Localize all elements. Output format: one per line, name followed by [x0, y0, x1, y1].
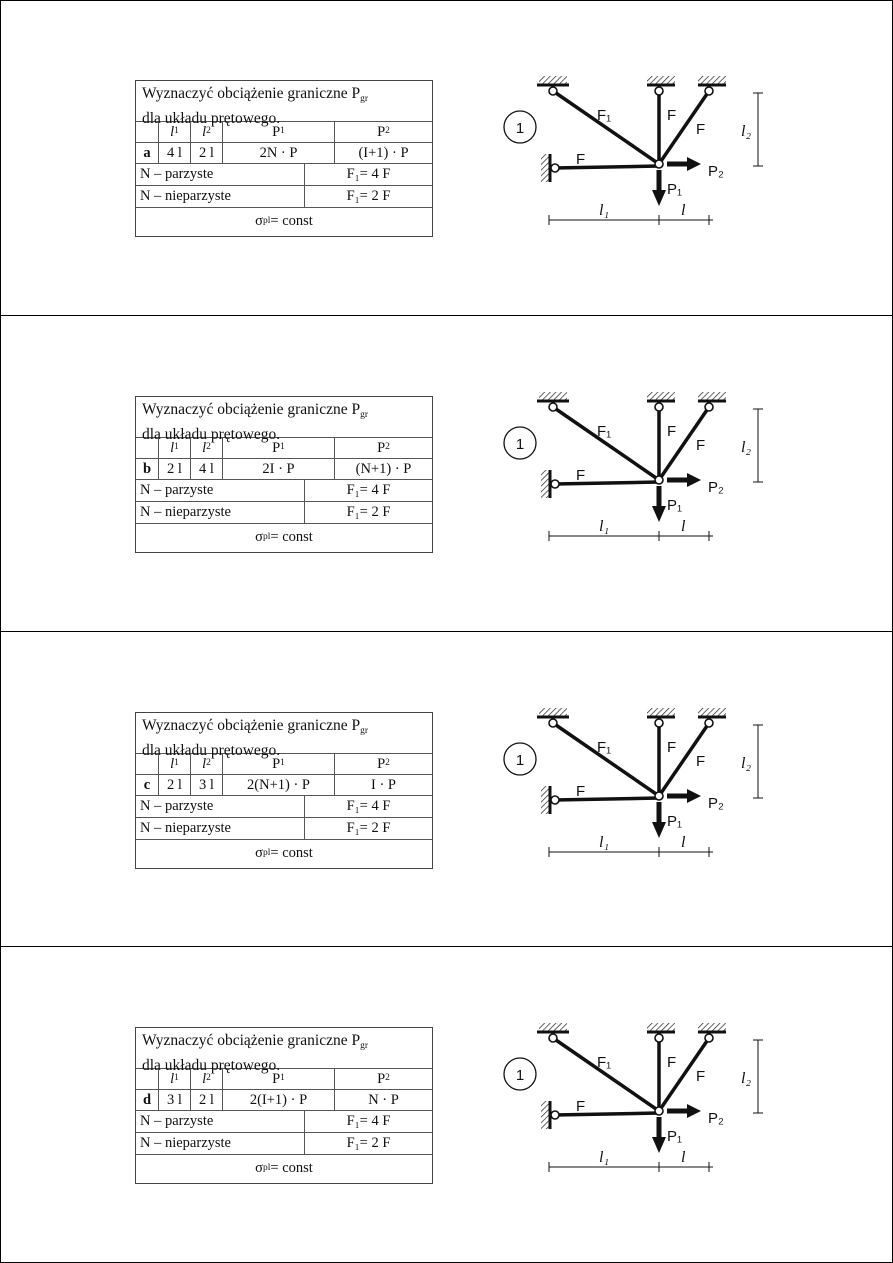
- hinge: [551, 480, 559, 488]
- l1-value: 4 l: [158, 143, 190, 163]
- hinge: [551, 1111, 559, 1119]
- odd-label: N – nieparzyste: [140, 1135, 231, 1152]
- label-f-inclined: F: [696, 753, 706, 770]
- header-p2: P 2: [334, 122, 432, 142]
- label-p1: P₁: [667, 181, 683, 198]
- load-p2-arrowhead: [687, 789, 701, 803]
- hinge: [655, 1034, 663, 1042]
- scheme-number: 1: [515, 436, 525, 453]
- label-dim-l1: l₁: [599, 518, 610, 535]
- odd-value: F₁= 2 F: [304, 1133, 432, 1154]
- label-f-inclined: F: [696, 121, 706, 138]
- header-l2: l 2: [190, 122, 222, 142]
- header-l1: l 1: [158, 1069, 190, 1089]
- load-p1-arrowhead: [652, 190, 666, 206]
- support-hatch: [698, 708, 726, 716]
- support-hatch: [698, 392, 726, 400]
- header-empty-cell: [136, 122, 158, 142]
- support-hatch: [539, 708, 567, 716]
- l2-value: 2 l: [190, 143, 222, 163]
- header-p2: P 2: [334, 1069, 432, 1089]
- label-p1: P₁: [667, 813, 683, 830]
- support-hatch: [541, 154, 549, 182]
- table-values-row: [136, 143, 432, 164]
- support-hatch: [539, 76, 567, 84]
- header-p1: P 1: [222, 122, 334, 142]
- hinge: [705, 719, 713, 727]
- hinge: [549, 719, 557, 727]
- problem-panel: [1, 632, 892, 947]
- bar-f-horizontal: [554, 482, 659, 484]
- variant-letter: a: [143, 144, 151, 161]
- header-l2: l 2: [190, 438, 222, 458]
- odd-row: [136, 818, 432, 840]
- label-dim-l2: l₂: [741, 1070, 752, 1087]
- sigma-condition: σ pl = const: [255, 845, 313, 862]
- support-hatch: [541, 786, 549, 814]
- header-p1: P 1: [222, 754, 334, 774]
- l2-value: 2 l: [190, 1090, 222, 1110]
- even-row: [136, 164, 432, 186]
- table-title: Wyznaczyć obciążenie graniczne $P_{gr}$ dla układu prętowego.: [142, 1032, 369, 1074]
- sigma-row: [136, 524, 432, 551]
- load-p2-arrowhead: [687, 473, 701, 487]
- even-value: F₁= 4 F: [304, 1111, 432, 1132]
- odd-row: [136, 502, 432, 524]
- truss-diagram: [481, 1007, 781, 1187]
- p2-value: (N+1) · P: [334, 459, 432, 479]
- odd-value: F₁= 2 F: [304, 502, 432, 523]
- load-p1-arrowhead: [652, 822, 666, 838]
- p2-value: N · P: [334, 1090, 432, 1110]
- hinge: [655, 87, 663, 95]
- even-label: N – parzyste: [140, 482, 214, 499]
- problem-table: [135, 712, 433, 869]
- even-value: F₁= 4 F: [304, 796, 432, 817]
- hinge: [705, 1034, 713, 1042]
- p2-value: I · P: [334, 775, 432, 795]
- label-f1: F₁: [597, 107, 612, 124]
- table-header-row: [136, 122, 432, 143]
- odd-row: [136, 1133, 432, 1155]
- table-title-row: [136, 1028, 432, 1074]
- hinge: [549, 403, 557, 411]
- support-hatch: [698, 1023, 726, 1031]
- scheme-number: 1: [515, 1067, 525, 1084]
- load-p1-arrowhead: [652, 1137, 666, 1153]
- label-f-inclined: F: [696, 437, 706, 454]
- p1-value: 2I · P: [222, 459, 334, 479]
- label-p2: P₂: [708, 163, 724, 180]
- label-dim-l: l: [681, 834, 686, 851]
- support-hatch: [647, 76, 675, 84]
- header-l1: l 1: [158, 122, 190, 142]
- label-f-horizontal: F: [576, 783, 586, 800]
- support-hatch: [541, 470, 549, 498]
- problem-panel: [1, 316, 892, 631]
- header-l1: l 1: [158, 438, 190, 458]
- sigma-condition: σ pl = const: [255, 213, 313, 230]
- hinge: [551, 796, 559, 804]
- label-dim-l2: l₂: [741, 439, 752, 456]
- table-title: Wyznaczyć obciążenie graniczne $P_{gr}$ dla układu prętowego.: [142, 85, 369, 127]
- hinge: [551, 164, 559, 172]
- table-header-row: [136, 1069, 432, 1090]
- header-p2: P 2: [334, 438, 432, 458]
- support-hatch: [647, 708, 675, 716]
- table-title-row: [136, 713, 432, 759]
- table-title: Wyznaczyć obciążenie graniczne $P_{gr}$ dla układu prętowego.: [142, 401, 369, 443]
- variant-letter: b: [142, 460, 152, 477]
- hinge: [705, 403, 713, 411]
- variant-letter: d: [142, 1091, 152, 1108]
- l1-value: 3 l: [158, 1090, 190, 1110]
- support-hatch: [698, 76, 726, 84]
- bar-f-horizontal: [554, 798, 659, 800]
- sigma-row: [136, 208, 432, 235]
- even-value: F₁= 4 F: [304, 164, 432, 185]
- label-f-horizontal: F: [576, 1098, 586, 1115]
- odd-value: F₁= 2 F: [304, 818, 432, 839]
- header-l1: l 1: [158, 754, 190, 774]
- p1-value: 2(I+1) · P: [222, 1090, 334, 1110]
- l1-value: 2 l: [158, 775, 190, 795]
- label-f-horizontal: F: [576, 151, 586, 168]
- p1-value: 2N · P: [222, 143, 334, 163]
- hinge: [655, 792, 663, 800]
- table-values-row: [136, 1090, 432, 1111]
- label-dim-l1: l₁: [599, 834, 610, 851]
- label-dim-l: l: [681, 202, 686, 219]
- hinge: [655, 160, 663, 168]
- problem-table: [135, 396, 433, 553]
- variant-letter: c: [143, 776, 151, 793]
- hinge: [549, 87, 557, 95]
- hinge: [655, 403, 663, 411]
- bar-f1: [553, 91, 659, 164]
- table-values-row: [136, 775, 432, 796]
- problem-panel: [1, 947, 892, 1262]
- truss-diagram: [481, 376, 781, 556]
- label-f1: F₁: [597, 739, 612, 756]
- truss-diagram: [481, 60, 781, 240]
- sigma-row: [136, 1155, 432, 1182]
- table-values-row: [136, 459, 432, 480]
- label-p2: P₂: [708, 479, 724, 496]
- l2-value: 4 l: [190, 459, 222, 479]
- header-l2: l 2: [190, 1069, 222, 1089]
- odd-value: F₁= 2 F: [304, 186, 432, 207]
- hinge: [655, 1107, 663, 1115]
- bar-f-horizontal: [554, 1113, 659, 1115]
- bar-f-horizontal: [554, 166, 659, 168]
- l1-value: 2 l: [158, 459, 190, 479]
- header-empty-cell: [136, 754, 158, 774]
- header-p2: P 2: [334, 754, 432, 774]
- label-dim-l: l: [681, 518, 686, 535]
- label-f-inclined: F: [696, 1068, 706, 1085]
- label-dim-l1: l₁: [599, 202, 610, 219]
- label-dim-l1: l₁: [599, 1149, 610, 1166]
- label-f1: F₁: [597, 423, 612, 440]
- truss-diagram: [481, 692, 781, 872]
- problem-panel: [1, 0, 892, 315]
- header-p1: P 1: [222, 438, 334, 458]
- scheme-number: 1: [515, 752, 525, 769]
- table-header-row: [136, 754, 432, 775]
- label-f-vertical: F: [667, 423, 677, 440]
- odd-label: N – nieparzyste: [140, 188, 231, 205]
- label-f-vertical: F: [667, 107, 677, 124]
- support-hatch: [539, 392, 567, 400]
- label-p1: P₁: [667, 497, 683, 514]
- label-f-vertical: F: [667, 1054, 677, 1071]
- table-title-row: [136, 81, 432, 127]
- support-hatch: [647, 392, 675, 400]
- support-hatch: [539, 1023, 567, 1031]
- p2-value: (I+1) · P: [334, 143, 432, 163]
- odd-row: [136, 186, 432, 208]
- label-dim-l2: l₂: [741, 755, 752, 772]
- hinge: [705, 87, 713, 95]
- bar-f1: [553, 407, 659, 480]
- even-label: N – parzyste: [140, 798, 214, 815]
- odd-label: N – nieparzyste: [140, 820, 231, 837]
- p1-value: 2(N+1) · P: [222, 775, 334, 795]
- label-f-horizontal: F: [576, 467, 586, 484]
- even-value: F₁= 4 F: [304, 480, 432, 501]
- header-l2: l 2: [190, 754, 222, 774]
- load-p2-arrowhead: [687, 1104, 701, 1118]
- label-dim-l: l: [681, 1149, 686, 1166]
- table-title: Wyznaczyć obciążenie graniczne $P_{gr}$ dla układu prętowego.: [142, 717, 369, 759]
- problem-table: [135, 80, 433, 237]
- support-hatch: [647, 1023, 675, 1031]
- scheme-number: 1: [515, 120, 525, 137]
- even-row: [136, 796, 432, 818]
- label-p1: P₁: [667, 1128, 683, 1145]
- hinge: [549, 1034, 557, 1042]
- label-dim-l2: l₂: [741, 123, 752, 140]
- load-p2-arrowhead: [687, 157, 701, 171]
- bar-f1: [553, 1038, 659, 1111]
- header-empty-cell: [136, 1069, 158, 1089]
- sigma-condition: σ pl = const: [255, 1160, 313, 1177]
- sigma-row: [136, 840, 432, 867]
- bar-f1: [553, 723, 659, 796]
- even-row: [136, 480, 432, 502]
- hinge: [655, 719, 663, 727]
- table-title-row: [136, 397, 432, 443]
- label-p2: P₂: [708, 1110, 724, 1127]
- odd-label: N – nieparzyste: [140, 504, 231, 521]
- label-f-vertical: F: [667, 739, 677, 756]
- header-p1: P 1: [222, 1069, 334, 1089]
- even-row: [136, 1111, 432, 1133]
- label-f1: F₁: [597, 1054, 612, 1071]
- even-label: N – parzyste: [140, 1113, 214, 1130]
- problem-table: [135, 1027, 433, 1184]
- table-header-row: [136, 438, 432, 459]
- header-empty-cell: [136, 438, 158, 458]
- even-label: N – parzyste: [140, 166, 214, 183]
- sigma-condition: σ pl = const: [255, 529, 313, 546]
- load-p1-arrowhead: [652, 506, 666, 522]
- support-hatch: [541, 1101, 549, 1129]
- l2-value: 3 l: [190, 775, 222, 795]
- hinge: [655, 476, 663, 484]
- label-p2: P₂: [708, 795, 724, 812]
